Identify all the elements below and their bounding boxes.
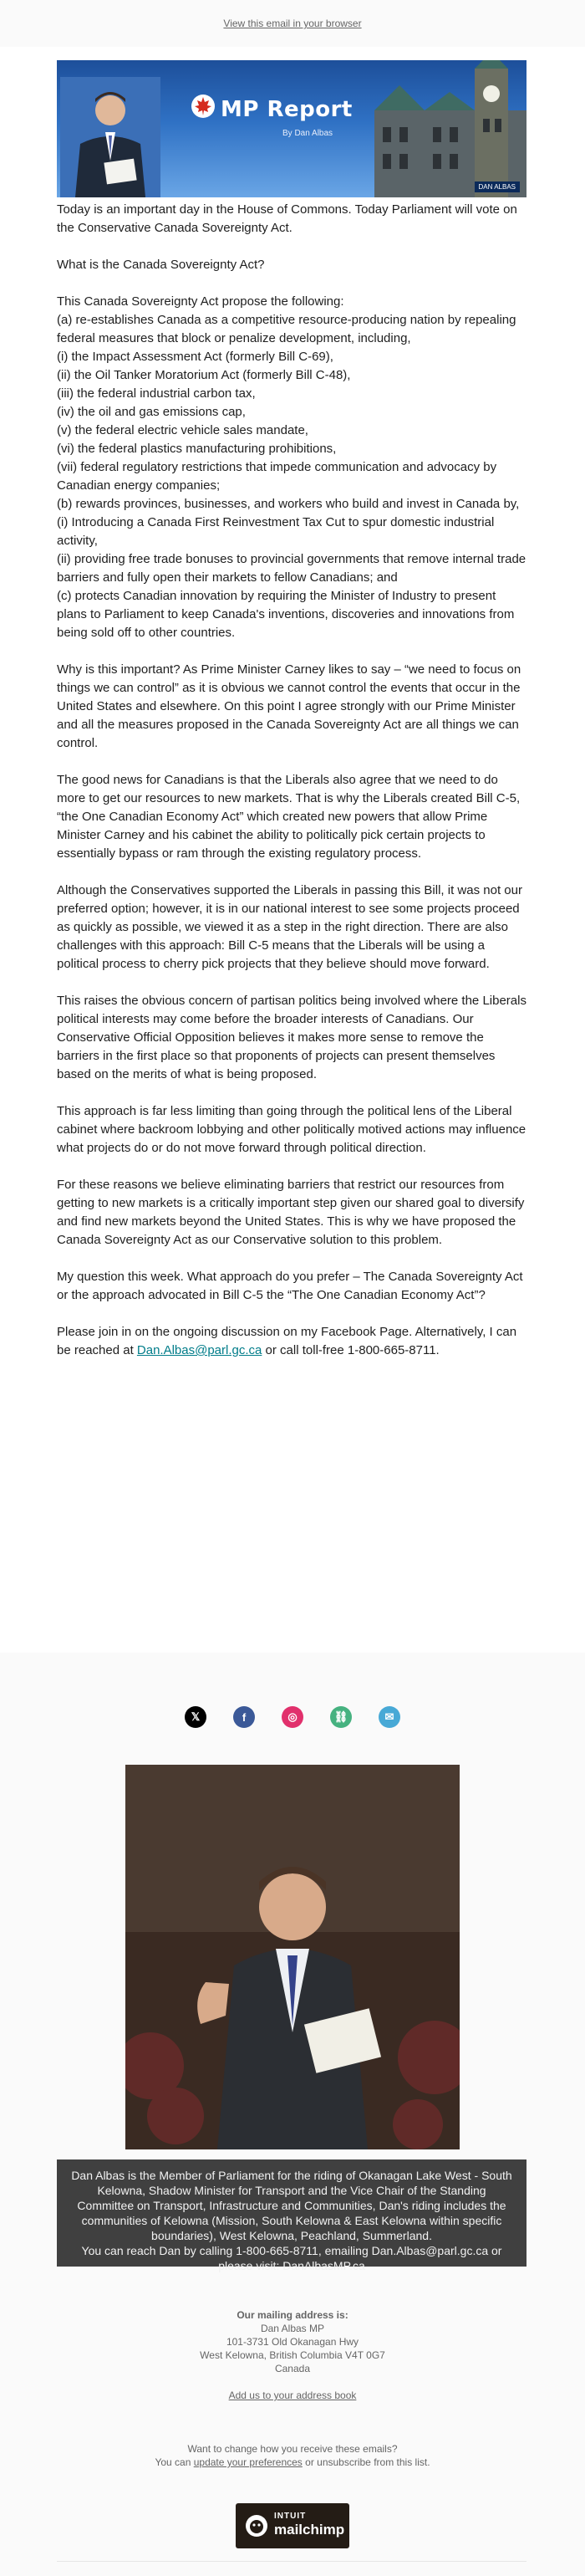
social-icons-row — [0, 1706, 585, 1728]
concern-paragraph: This raises the obvious concern of partisan politics being involved where the Liberals political interests may come before the broader interests of Canadians. Our Conservative Official Opposition believes it makes more sense to remove the barriers in the first place so that proponents of projects can present themselves based on the merits of what is being proposed. — [57, 994, 526, 1081]
address-book-link[interactable]: Add us to your address book — [228, 2389, 357, 2401]
address-line: Dan Albas MP — [260, 2323, 325, 2334]
parliament-buildings-illustration — [374, 60, 526, 197]
email-card — [0, 47, 585, 1653]
reasons-paragraph: For these reasons we believe eliminating barriers that restrict our resources from getting to new markets is a critically important step given our shared goal to diversify and find new markets beyond the United States. This is why we have proposed the Canada Sovereignty Act as our Conservative solution to this problem. — [57, 1178, 525, 1247]
newsletter-body — [57, 201, 526, 1378]
email-icon[interactable]: ✉ — [379, 1706, 400, 1728]
provisions-line: (iii) the federal industrial carbon tax, — [57, 386, 256, 401]
contact-paragraph — [57, 1323, 526, 1360]
x-icon[interactable]: 𝕏 — [185, 1706, 206, 1728]
intro-paragraph: Today is an important day in the House of Commons. Today Parliament will vote on the Conservative Canada Sovereignty Act. — [57, 202, 517, 235]
provisions-line: (a) re-establishes Canada as a competitive resource-producing nation by repealing federal measures that block or penalize development, including, — [57, 313, 516, 345]
provisions-line: (c) protects Canadian innovation by requiring the Minister of Industry to present plans to Parliament to keep Canada's inventions, discoveries and innovations from being sold off to other countries. — [57, 589, 515, 640]
contact-text: Please join in on the ongoing discussion on my Facebook Page. Alternatively, I can be reached at — [57, 1325, 517, 1357]
instagram-icon[interactable]: ◎ — [282, 1706, 303, 1728]
approach-paragraph: This approach is far less limiting than going through the political lens of the Liberal cabinet where backroom lobbying and other politically motived actions may influence what projects do or do not move forward through political direction. — [57, 1104, 526, 1155]
mailing-title: Our mailing address is: — [237, 2309, 348, 2321]
mp-bio-box — [57, 2159, 526, 2272]
provisions-line: (iv) the oil and gas emissions cap, — [57, 405, 246, 419]
bio-text: Dan Albas is the Member of Parliament for the riding of Okanagan Lake West - South Kelowna, Shadow Minister for Transport and the Vice Chair of the Standing Committee on Transport, Infrastructure and Communities, Dan's riding includes the communities of Kelowna (Mission, South Kelowna & East Kelowna within specific boundaries), West Kelowna, Peachland, Summerland. — [71, 2169, 512, 2242]
provisions-line: (ii) providing free trade bonuses to provincial governments that remove internal trade barriers and fully open their markets to fellow Canadians; and — [57, 552, 526, 585]
weekly-question-paragraph: My question this week. What approach do you prefer – The Canada Sovereignty Act or the approach advocated in Bill C-5 the “The One Canadian Economy Act”? — [57, 1270, 523, 1302]
mailchimp-logo-icon — [244, 2513, 269, 2538]
provisions-line: (i) Introducing a Canada First Reinvestment Tax Cut to spur domestic industrial activity, — [57, 515, 495, 548]
intuit-label: INTUIT — [274, 2512, 307, 2521]
bio-contact-text: You can reach Dan by calling 1-800-665-8711, emailing Dan.Albas@parl.gc.ca or please visit: DanAlbasMP.ca — [81, 2244, 502, 2272]
address-line: Canada — [274, 2363, 311, 2374]
provisions-line: (ii) the Oil Tanker Moratorium Act (formerly Bill C-48), — [57, 368, 351, 382]
provisions-line: (v) the federal electric vehicle sales mandate, — [57, 423, 308, 437]
provisions-line: This Canada Sovereignty Act propose the following: — [57, 294, 344, 309]
banner-title: MP Report — [221, 97, 353, 122]
email-link[interactable]: Dan.Albas@parl.gc.ca — [136, 1343, 262, 1357]
mp-report-banner — [57, 60, 526, 197]
facebook-icon[interactable]: f — [233, 1706, 255, 1728]
preferences-prefix: You can — [155, 2456, 194, 2468]
preheader — [0, 0, 585, 47]
provisions-list — [57, 293, 526, 642]
contact-phone-text: or call toll-free 1-800-665-8711. — [262, 1343, 440, 1357]
footer-divider — [57, 2561, 526, 2562]
conservatives-paragraph: Although the Conservatives supported the Liberals in passing this Bill, it was not our preferred option; however, it is in our national interest to see some projects proceed as quickly as possible, we viewed it as a step in the right direction. There are also challenges with this approach: Bill C-5 means that the Liberals will be using a political process to cherry pick projects that they believe should move forward. — [57, 883, 522, 971]
mp-portrait-illustration — [60, 77, 160, 197]
mailchimp-label: mailchimp — [274, 2522, 345, 2538]
mailchimp-badge[interactable] — [236, 2503, 349, 2548]
provisions-line: (i) the Impact Assessment Act (formerly Bill C-69), — [57, 350, 333, 364]
footer-mailing — [0, 2308, 585, 2469]
unsubscribe-text[interactable]: or unsubscribe from this list. — [302, 2456, 430, 2468]
maple-leaf-icon — [191, 94, 216, 119]
update-preferences-link[interactable]: update your preferences — [193, 2456, 303, 2468]
banner-byline: By Dan Albas — [282, 129, 333, 138]
preferences-line — [0, 2456, 585, 2469]
provisions-line: (vii) federal regulatory restrictions that impede communication and advocacy by Canadian energy companies; — [57, 460, 497, 493]
change-question: Want to change how you receive these emails? — [187, 2443, 398, 2455]
mp-speaking-illustration — [125, 1765, 460, 2149]
provisions-line: (vi) the federal plastics manufacturing prohibitions, — [57, 442, 337, 456]
importance-paragraph: Why is this important? As Prime Minister Carney likes to say – “we need to focus on things we can control” as it is obvious we cannot control the events that occur in the United States and elsewhere. On this point I agree strongly with our Prime Minister and all the measures proposed in the Canada Sovereignty Act are all things we can control. — [57, 662, 521, 750]
good-news-paragraph: The good news for Canadians is that the Liberals also agree that we need to do more to get our resources to new markets. That is why the Liberals created Bill C-5, “the One Canadian Economy Act” which created new powers that allow Prime Minister Carney and his cabinet the ability to politically pick certain projects to essentially bypass or ram through the existing regulatory process. — [57, 773, 521, 861]
provisions-line: (b) rewards provinces, businesses, and workers who build and invest in Canada by, — [57, 497, 520, 511]
link-icon[interactable]: ⛓ — [330, 1706, 352, 1728]
address-line: 101-3731 Old Okanagan Hwy — [226, 2336, 359, 2348]
address-line: West Kelowna, British Columbia V4T 0G7 — [200, 2349, 385, 2361]
question-paragraph: What is the Canada Sovereignty Act? — [57, 258, 265, 272]
view-in-browser-link[interactable]: View this email in your browser — [223, 18, 362, 29]
banner-corner-tag: DAN ALBAS — [475, 181, 520, 192]
mp-speaking-photo — [125, 1765, 460, 2149]
